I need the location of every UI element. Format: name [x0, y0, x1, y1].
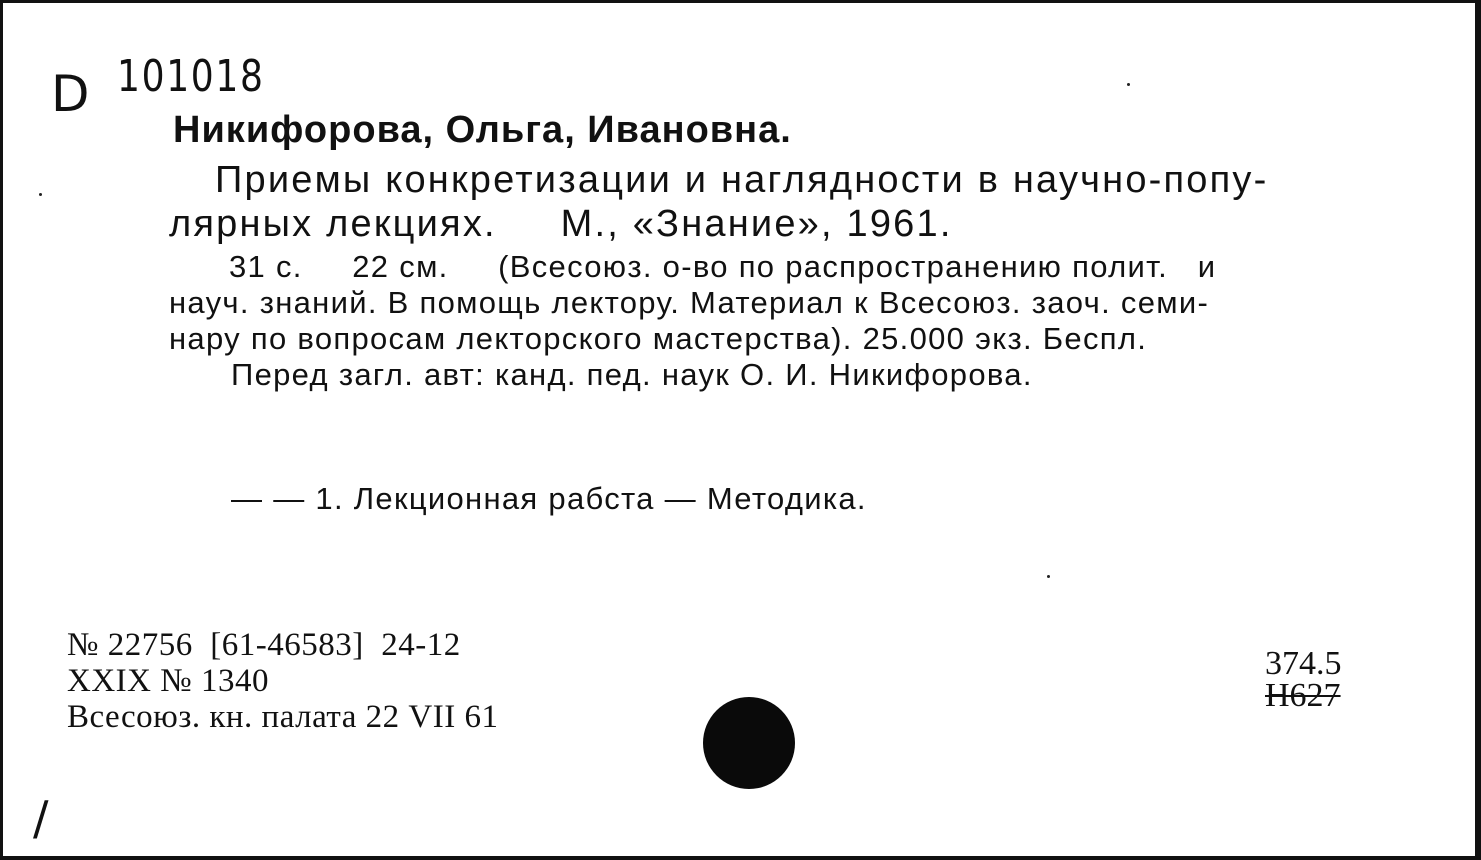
- speck: [39, 193, 42, 196]
- description-line-2: науч. знаний. В помощь лектору. Материал к Всесоюз. заоч. семи-: [169, 285, 1210, 320]
- description-line-4: Перед загл. авт: канд. пед. наук О. И. Никифорова.: [231, 357, 1033, 392]
- description-line-1: 31 с. 22 см. (Всесоюз. о-во по распространению полит. и: [229, 249, 1217, 284]
- description-line-3: нару по вопросам лекторского мастерства). 25.000 экз. Беспл.: [169, 321, 1148, 356]
- registry-line-1: № 22756 [61-46583] 24-12: [67, 627, 461, 663]
- handwritten-prefix: D: [51, 65, 90, 123]
- corner-mark: /: [33, 791, 49, 845]
- speck: [1127, 83, 1130, 86]
- subject-heading: — — 1. Лекционная рабста — Методика.: [231, 481, 867, 516]
- punch-hole: [703, 697, 795, 789]
- title-line-2: лярных лекциях. М., «Знание», 1961.: [169, 203, 953, 245]
- handwritten-catalog-number: 101018: [117, 51, 265, 102]
- title-line-1: Приемы конкретизации и наглядности в научно-попу-: [215, 159, 1269, 201]
- speck: [1047, 575, 1050, 578]
- registry-line-3: Всесоюз. кн. палата 22 VII 61: [67, 699, 499, 735]
- classification-number: 374.5: [1265, 645, 1342, 682]
- registry-line-2: XXIX № 1340: [67, 663, 269, 699]
- author-mark: Н627: [1265, 677, 1341, 714]
- author-heading: Никифорова, Ольга, Ивановна.: [173, 109, 792, 151]
